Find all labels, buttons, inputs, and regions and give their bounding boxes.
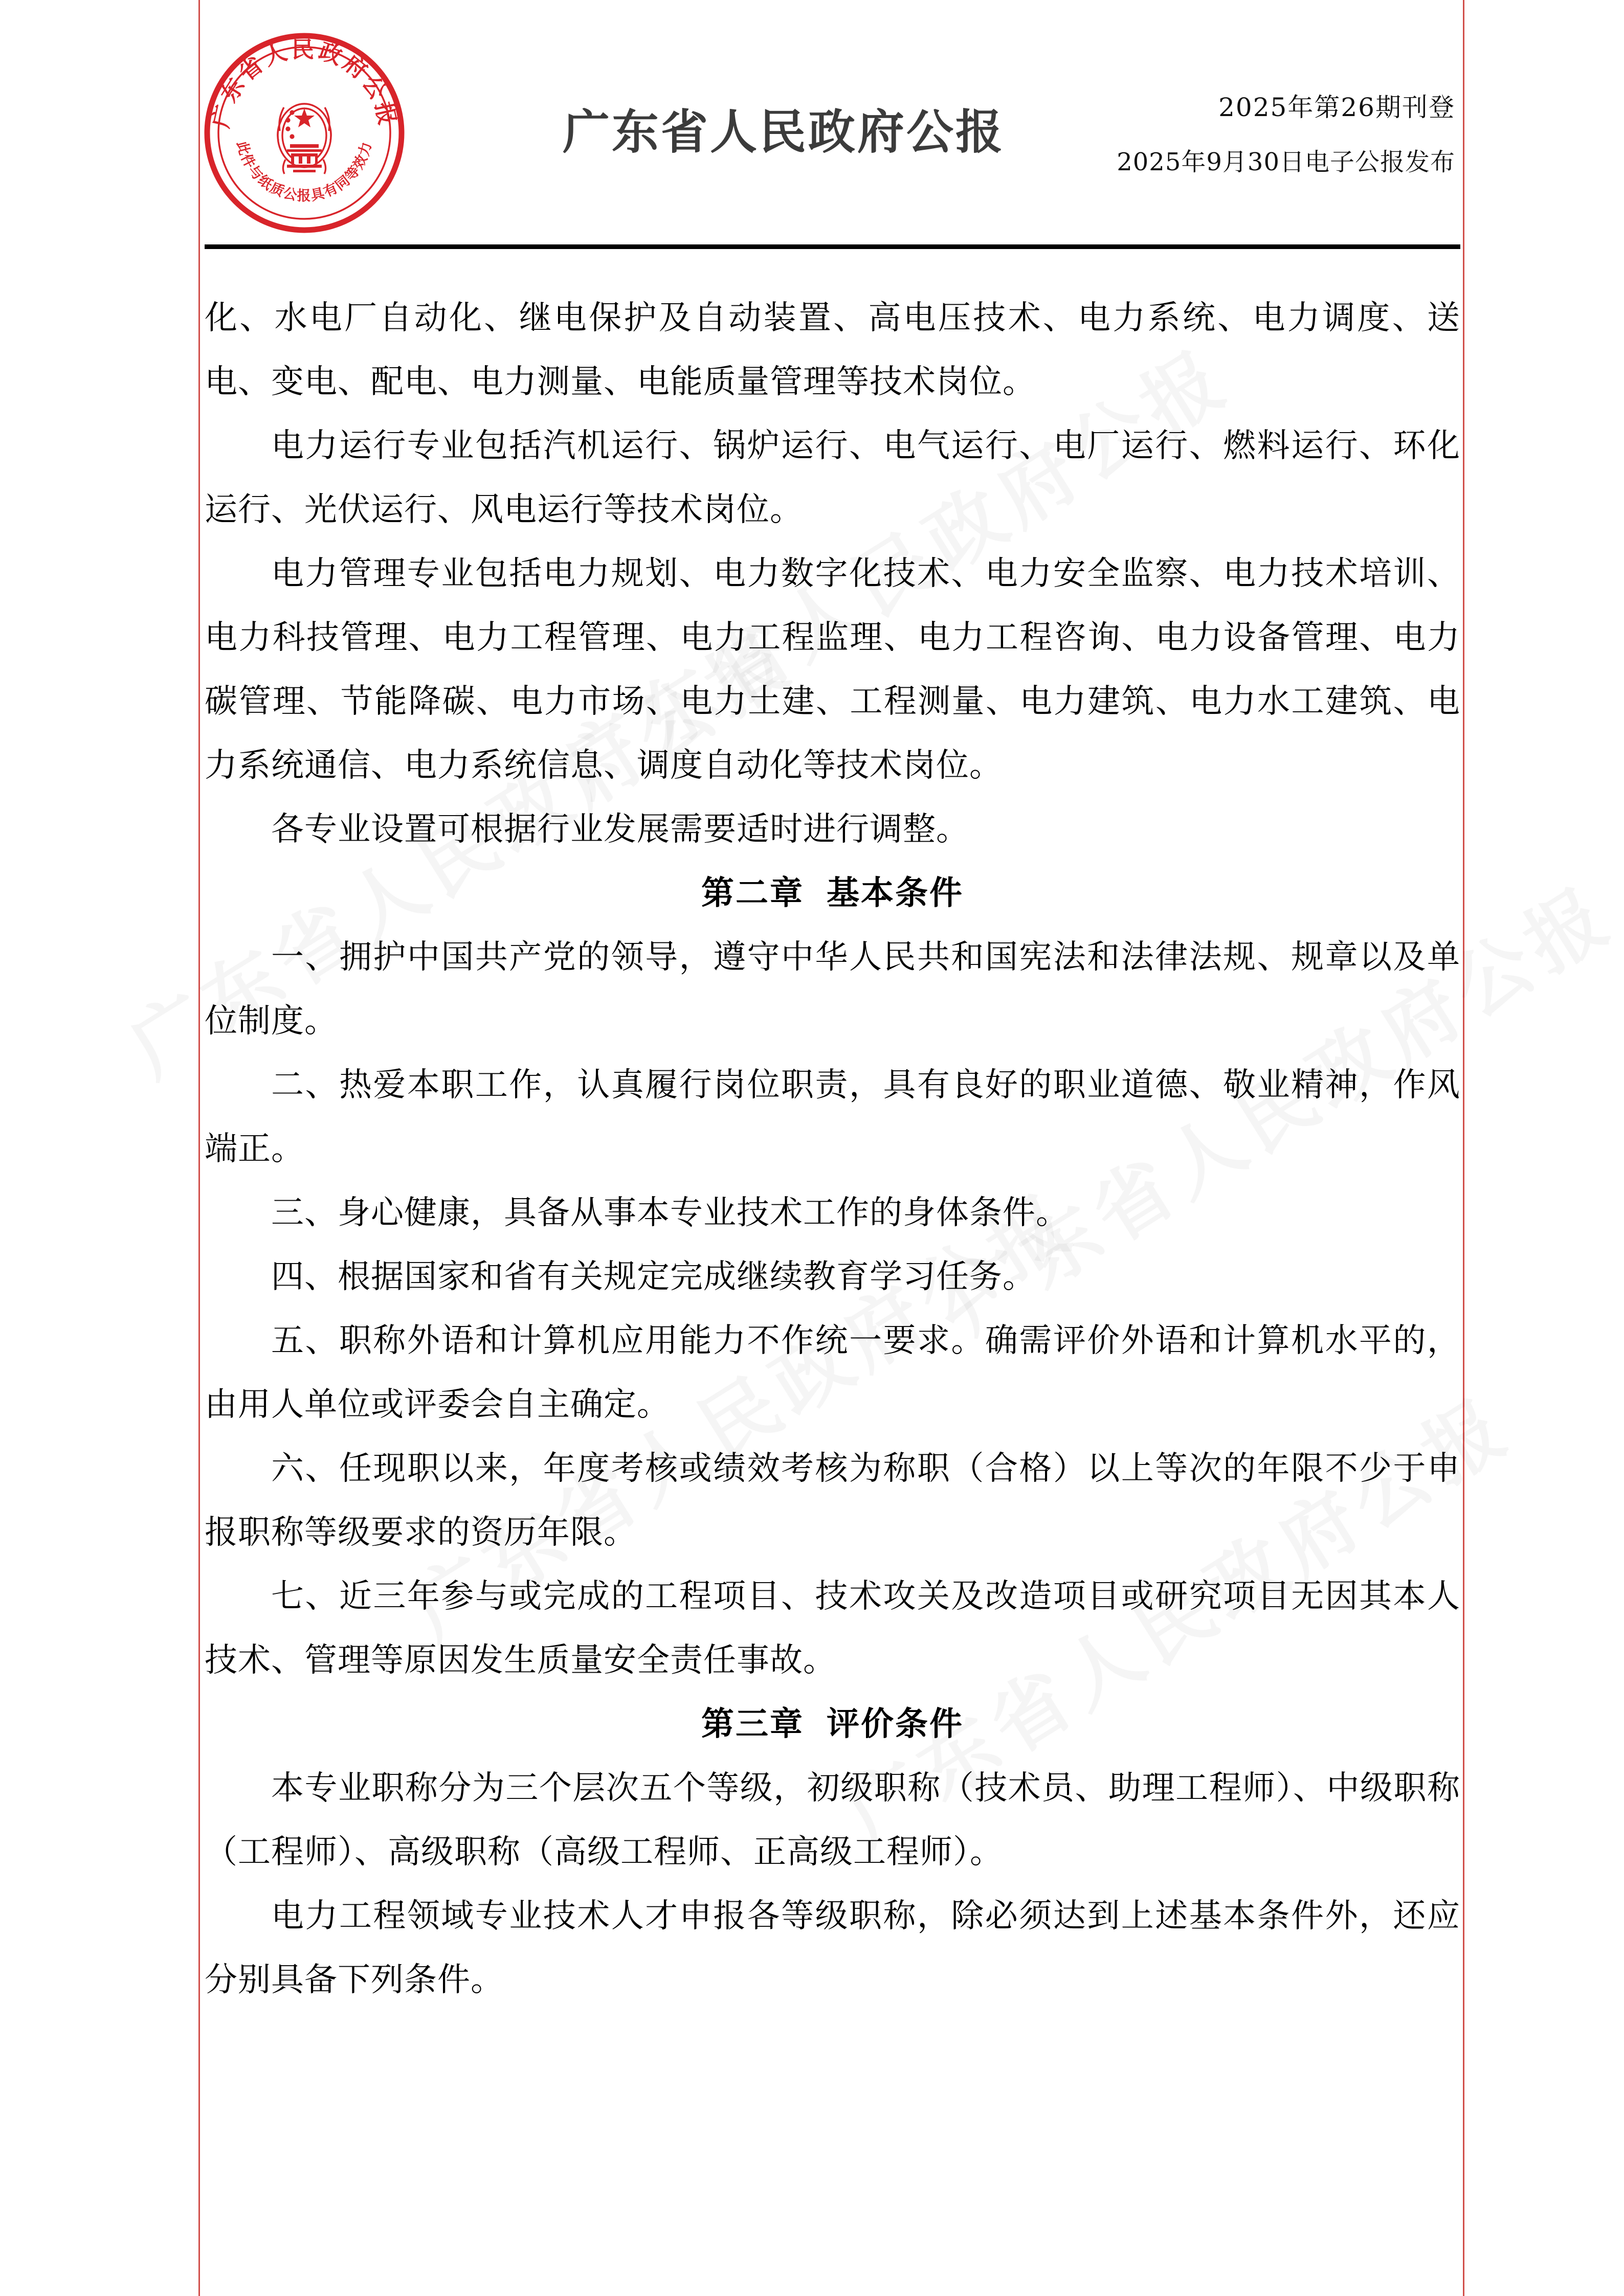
document-body: [205, 286, 1460, 2012]
body-paragraph: 一、拥护中国共产党的领导，遵守中华人民共和国宪法和法律法规、规章以及单位制度。: [205, 938, 1460, 1040]
body-paragraph: 各专业设置可根据行业发展需要适时进行调整。: [271, 811, 969, 848]
body-paragraph: 四、根据国家和省有关规定完成继续教育学习任务。: [271, 1258, 1036, 1296]
body-paragraph: 本专业职称分为三个层次五个等级，初级职称（技术员、助理工程师）、中级职称（工程师）、高级职称（高级工程师、正高级工程师）。: [205, 1769, 1460, 1871]
svg-text:广东省人民政府公报: 广东省人民政府公报: [208, 37, 401, 130]
chapter-heading: [205, 1693, 1460, 1757]
masthead-divider: [205, 244, 1460, 249]
chapter-number: 第三章: [701, 1705, 804, 1743]
chapter-title: 基本条件: [827, 874, 964, 912]
chapter-title: 评价条件: [827, 1705, 964, 1743]
masthead: [0, 0, 1624, 240]
page-right-red-rule: [1463, 0, 1464, 2296]
body-paragraph: 化、水电厂自动化、继电保护及自动装置、高电压技术、电力系统、电力调度、送电、变电、配电、电力测量、电能质量管理等技术岗位。: [205, 299, 1460, 401]
page-title: 广东省人民政府公报: [563, 105, 1005, 160]
body-paragraph: 六、任现职以来，年度考核或绩效考核为称职（合格）以上等次的年限不少于申报职称等级要求的资历年限。: [205, 1450, 1460, 1551]
body-paragraph: 七、近三年参与或完成的工程项目、技术攻关及改造项目或研究项目无因其本人技术、管理等原因发生质量安全责任事故。: [205, 1578, 1460, 1679]
issue-number-text: 2025年第26期刊登: [1218, 93, 1455, 122]
body-paragraph: 二、热爱本职工作，认真履行岗位职责，具有良好的职业道德、敬业精神，作风端正。: [205, 1066, 1460, 1168]
masthead-dates: [1117, 87, 1455, 177]
body-paragraph: 三、身心健康，具备从事本专业技术工作的身体条件。: [271, 1194, 1069, 1232]
government-seal-icon: [202, 31, 407, 235]
svg-text:此件与纸质公报具有同等效力: 此件与纸质公报具有同等效力: [233, 139, 375, 204]
page-left-red-rule: [198, 0, 200, 2296]
body-paragraph: 电力管理专业包括电力规划、电力数字化技术、电力安全监察、电力技术培训、电力科技管理、电力工程管理、电力工程监理、电力工程咨询、电力设备管理、电力碳管理、节能降碳、电力市场、电力土建、工程测量、电力建筑、电力水工建筑、电力系统通信、电力系统信息、调度自动化等技术岗位。: [205, 555, 1460, 784]
body-paragraph: 五、职称外语和计算机应用能力不作统一要求。确需评价外语和计算机水平的，由用人单位或评委会自主确定。: [205, 1322, 1460, 1424]
body-paragraph: 电力工程领域专业技术人才申报各等级职称，除必须达到上述基本条件外，还应分别具备下列条件。: [205, 1897, 1460, 1999]
body-paragraph: 电力运行专业包括汽机运行、锅炉运行、电气运行、电厂运行、燃料运行、环化运行、光伏运行、风电运行等技术岗位。: [205, 427, 1460, 529]
publish-date-text: 2025年9月30日电子公报发布: [1117, 148, 1455, 176]
chapter-number: 第二章: [701, 874, 804, 912]
chapter-heading: [205, 862, 1460, 926]
